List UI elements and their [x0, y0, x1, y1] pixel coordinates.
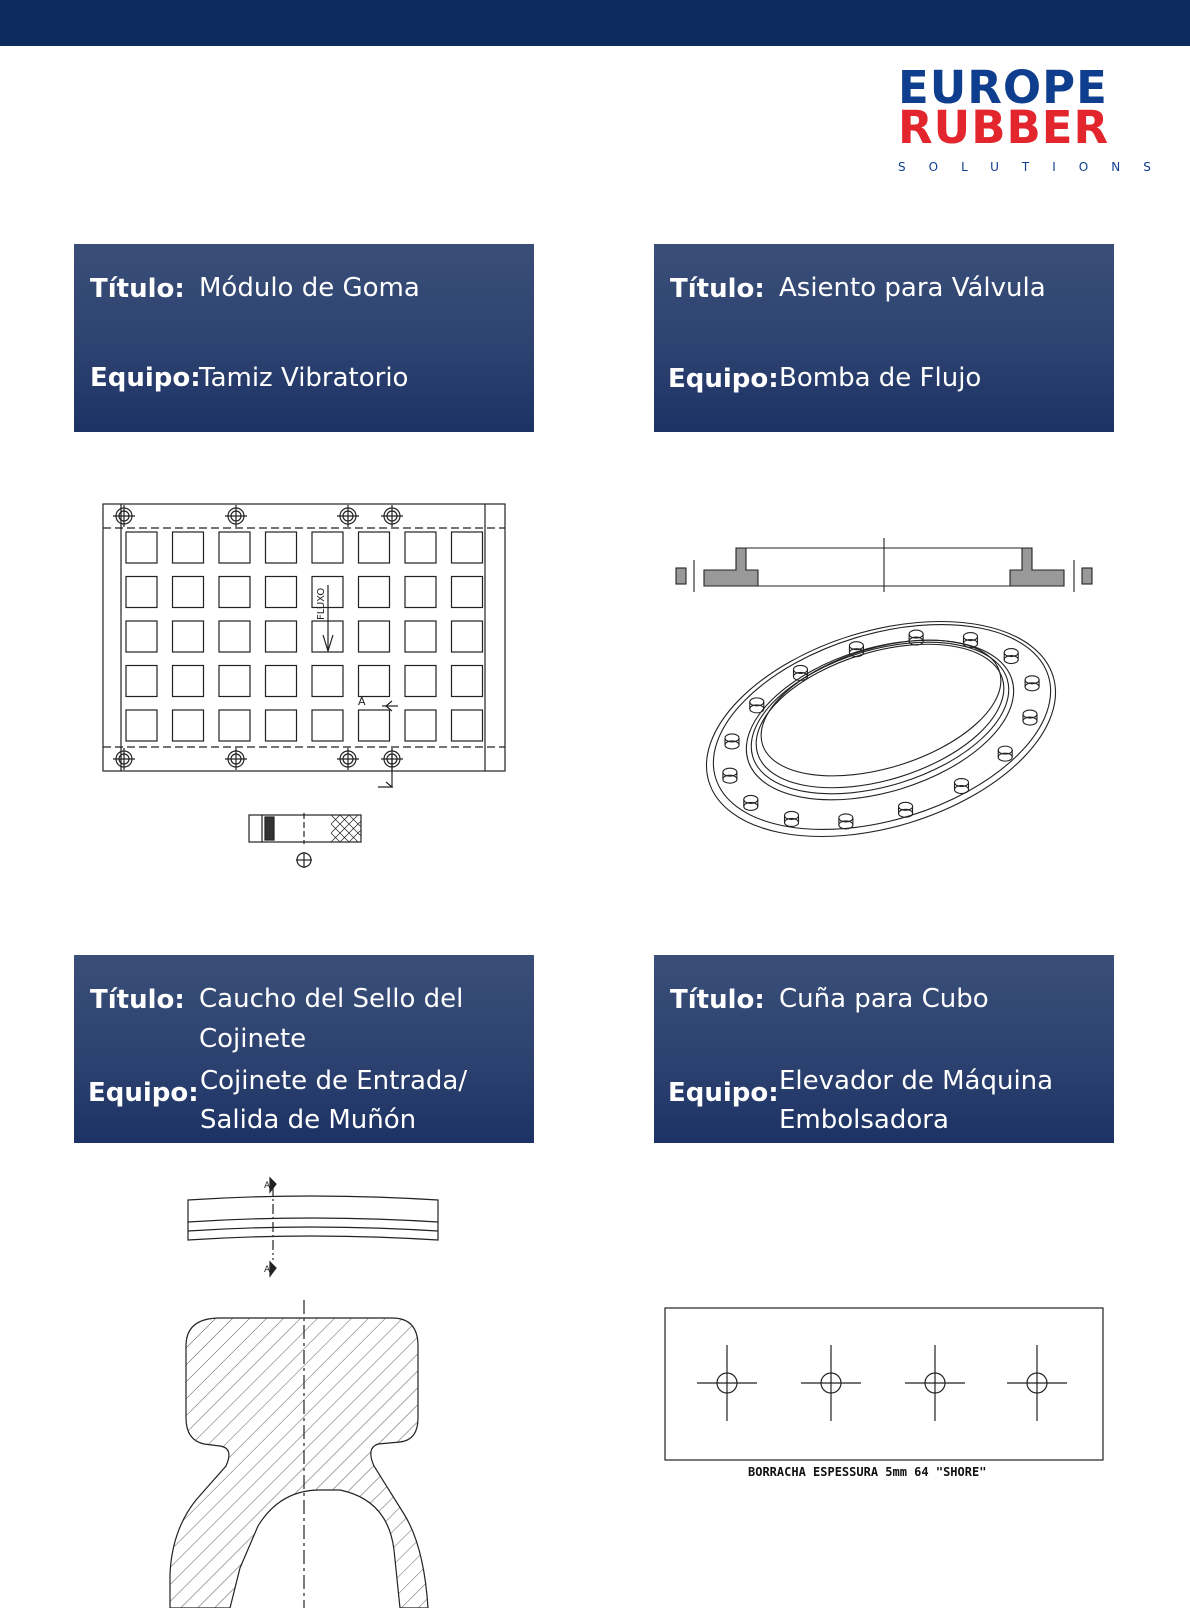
title-value: Cuña para Cubo: [779, 984, 989, 1014]
equipment-value-line-2: Salida de Muñón: [200, 1105, 417, 1135]
rubber-module-drawing: [96, 495, 516, 885]
top-bar: [0, 0, 1190, 46]
equipment-value-line-2: Embolsadora: [779, 1105, 949, 1135]
product-card-bearing-seal: [74, 955, 534, 1143]
title-value-line-1: Caucho del Sello del: [199, 984, 464, 1014]
wedge-caption: BORRACHA ESPESSURA 5mm 64 "SHORE": [748, 1465, 987, 1479]
title-label: Título:: [90, 274, 185, 304]
equipment-value: Tamiz Vibratorio: [199, 363, 409, 393]
logo-line-rubber: RUBBER: [898, 101, 1110, 154]
title-value-line-2: Cojinete: [199, 1024, 307, 1054]
section-label-bottom: A: [264, 1265, 271, 1275]
europe-rubber-logo: [898, 61, 1174, 180]
title-value: Asiento para Válvula: [779, 273, 1046, 303]
bearing-seal-drawing: [160, 1170, 460, 1608]
equipment-label: Equipo:: [668, 364, 779, 394]
product-card-valve-seat: [654, 244, 1114, 432]
equipment-value-line-1: Cojinete de Entrada/: [200, 1066, 468, 1096]
title-value: Módulo de Goma: [199, 273, 420, 303]
equipment-label: Equipo:: [88, 1078, 199, 1108]
equipment-value: Bomba de Flujo: [779, 363, 982, 393]
product-card-hub-wedge: [654, 955, 1114, 1143]
equipment-value-line-1: Elevador de Máquina: [779, 1066, 1054, 1096]
flow-label: FLUXO: [316, 587, 327, 620]
valve-seat-drawing: [660, 530, 1100, 850]
product-card-rubber-module: [74, 244, 534, 432]
logo-line-europe: EUROPE: [898, 61, 1108, 114]
section-label: A: [358, 695, 366, 708]
logo-line-solutions: SOLUTIONS: [898, 160, 1174, 174]
title-label: Título:: [90, 985, 185, 1015]
title-label: Título:: [670, 274, 765, 304]
title-label: Título:: [670, 985, 765, 1015]
equipment-label: Equipo:: [668, 1078, 779, 1108]
hub-wedge-drawing: [660, 1305, 1110, 1465]
equipment-label: Equipo:: [90, 363, 201, 393]
section-label-top: A: [264, 1181, 271, 1191]
